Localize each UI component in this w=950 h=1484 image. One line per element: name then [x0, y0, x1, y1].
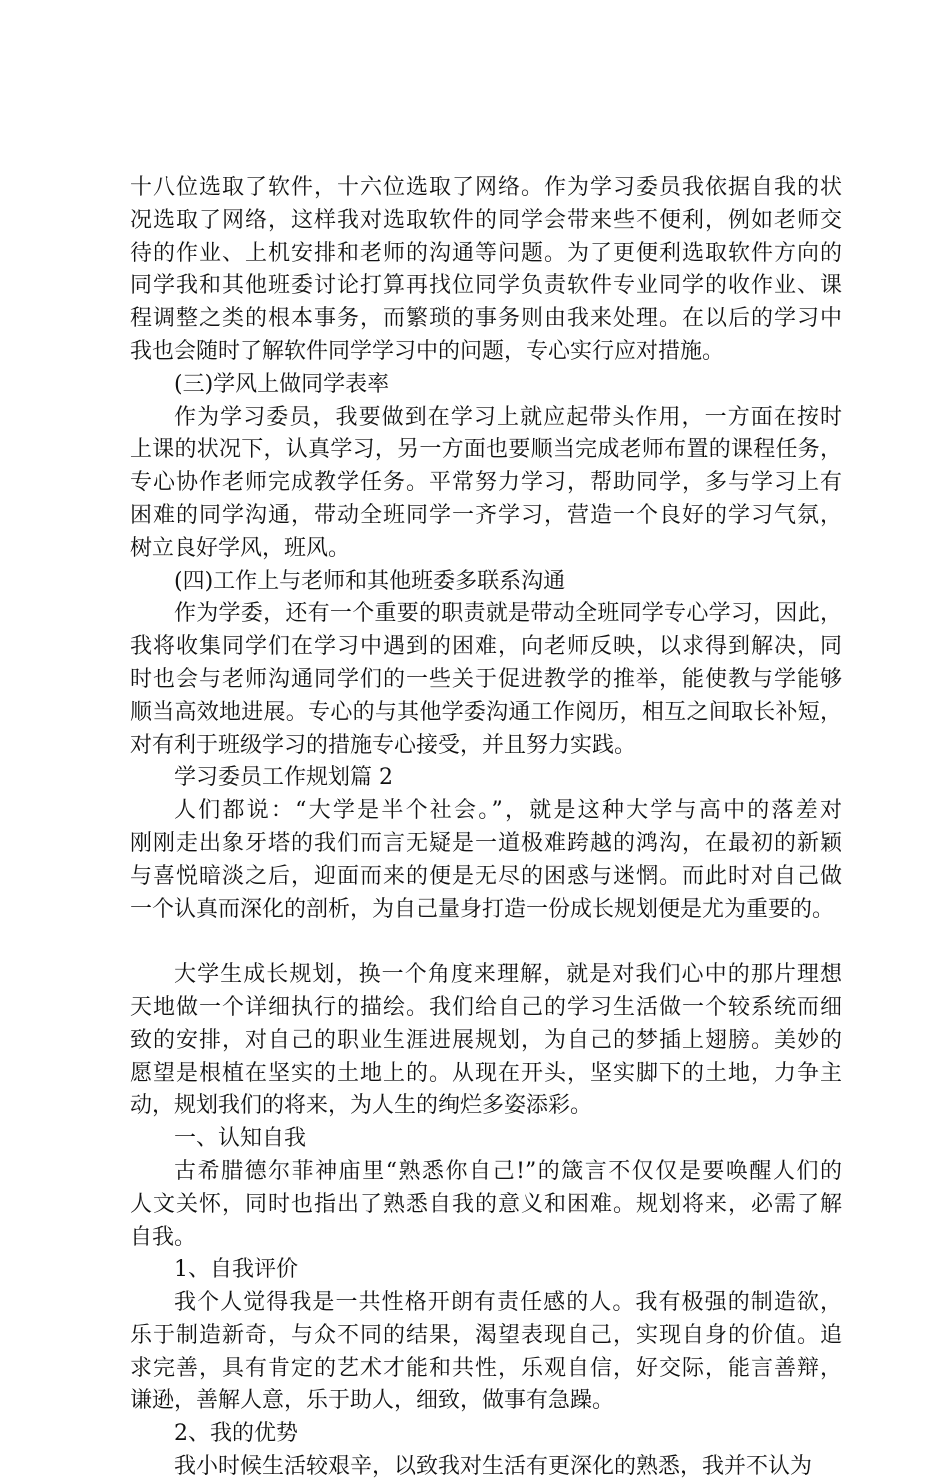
- paragraph: [130, 1451, 842, 1484]
- text-line: 致的安排，对自己的职业生涯进展规划，为自己的梦插上翅膀。美妙的: [130, 1027, 842, 1053]
- text-line: 十八位选取了软件，十六位选取了网络。作为学习委员我依据自我的状: [130, 175, 842, 200]
- section-heading: [130, 369, 842, 402]
- heading-text: 一、认知自我: [174, 1126, 307, 1152]
- text-line: 顺当高效地进展。专心的与其他学委沟通工作阅历，相互之间取长补短，: [130, 699, 842, 725]
- heading-text: 学习委员工作规划篇 2: [174, 765, 393, 791]
- text-line: 程调整之类的根本事务，而繁琐的事务则由我来处理。在以后的学习中: [130, 306, 842, 332]
- section-heading: [130, 762, 842, 795]
- text-line: 树立良好学风，班风。: [130, 535, 351, 561]
- text-line: 上课的状况下，认真学习，另一方面也要顺当完成老师布置的课程任务，: [130, 437, 842, 463]
- text-line: 我个人觉得我是一共性格开朗有责任感的人。我有极强的制造欲，: [174, 1290, 842, 1316]
- paragraph: [130, 959, 842, 1123]
- paragraph: [130, 1156, 842, 1254]
- heading-text: 1、自我评价: [174, 1257, 298, 1283]
- paragraph: [130, 1287, 842, 1418]
- text-line: 天地做一个详细执行的描绘。我们给自己的学习生活做一个较系统而细: [130, 994, 842, 1020]
- text-line: 我也会随时了解软件同学学习中的问题，专心实行应对措施。: [130, 338, 725, 364]
- text-line: 与喜悦暗淡之后，迎面而来的便是无尽的困惑与迷惘。而此时对自己做: [130, 863, 842, 889]
- text-line: 乐于制造新奇，与众不同的结果，渴望表现自己，实现自身的价值。追: [130, 1322, 842, 1348]
- paragraph: [130, 172, 842, 369]
- text-line: 自我。: [130, 1224, 197, 1250]
- text-line: 作为学委，还有一个重要的职责就是带动全班同学专心学习，因此，: [174, 601, 842, 627]
- text-line: 专心协作老师完成教学任务。平常努力学习，帮助同学，多与学习上有: [130, 470, 842, 496]
- document-body: [130, 172, 842, 1484]
- text-line: 待的作业、上机安排和老师的沟通等问题。为了更便利选取软件方向的: [130, 240, 842, 266]
- heading-text: 2、我的优势: [174, 1421, 298, 1447]
- paragraph: [130, 795, 842, 926]
- text-line: 一个认真而深化的剖析，为自己量身打造一份成长规划便是尤为重要的。: [130, 896, 835, 922]
- section-heading: [130, 1123, 842, 1156]
- text-line: 人们都说：“大学是半个社会。”，就是这种大学与高中的落差对: [174, 798, 842, 824]
- text-line: 谦逊，善解人意，乐于助人，细致，做事有急躁。: [130, 1388, 615, 1414]
- text-line: 我将收集同学们在学习中遇到的困难，向老师反映，以求得到解决，同: [130, 634, 842, 660]
- text-line: 动，规划我们的将来，为人生的绚烂多姿添彩。: [130, 1093, 593, 1119]
- section-heading: [130, 566, 842, 599]
- text-line: 况选取了网络，这样我对选取软件的同学会带来些不便利，例如老师交: [130, 207, 842, 233]
- section-heading: [130, 1418, 842, 1451]
- text-line: 时也会与老师沟通同学们的一些关于促进教学的推举，能使教与学能够: [130, 666, 842, 692]
- blank-line: [130, 926, 842, 959]
- text-line: 同学我和其他班委讨论打算再找位同学负责软件专业同学的收作业、课: [130, 273, 842, 299]
- text-line: 古希腊德尔菲神庙里“熟悉你自己!”的箴言不仅仅是要唤醒人们的: [174, 1158, 842, 1184]
- section-heading: [130, 1254, 842, 1287]
- text-line: 大学生成长规划，换一个角度来理解，就是对我们心中的那片理想: [174, 962, 842, 988]
- text-line: 愿望是根植在坚实的土地上的。从现在开头，坚实脚下的土地，力争主: [130, 1060, 842, 1086]
- text-line: 求完善，具有肯定的艺术才能和共性，乐观自信，好交际，能言善辩，: [130, 1355, 842, 1381]
- text-line: 作为学习委员，我要做到在学习上就应起带头作用，一方面在按时: [174, 404, 842, 430]
- text-line: 困难的同学沟通，带动全班同学一齐学习，营造一个良好的学习气氛，: [130, 502, 842, 528]
- text-line: 人文关怀，同时也指出了熟悉自我的意义和困难。规划将来，必需了解: [130, 1191, 842, 1217]
- heading-text: (三)学风上做同学表率: [174, 371, 390, 397]
- text-line: 对有利于班级学习的措施专心接受，并且努力实践。: [130, 732, 637, 758]
- paragraph: [130, 402, 842, 566]
- text-line: 我小时候生活较艰辛，以致我对生活有更深化的熟悉，我并不认为: [174, 1454, 813, 1480]
- paragraph: [130, 598, 842, 762]
- text-line: 刚刚走出象牙塔的我们而言无疑是一道极难跨越的鸿沟，在最初的新颖: [130, 830, 842, 856]
- heading-text: (四)工作上与老师和其他班委多联系沟通: [174, 568, 566, 594]
